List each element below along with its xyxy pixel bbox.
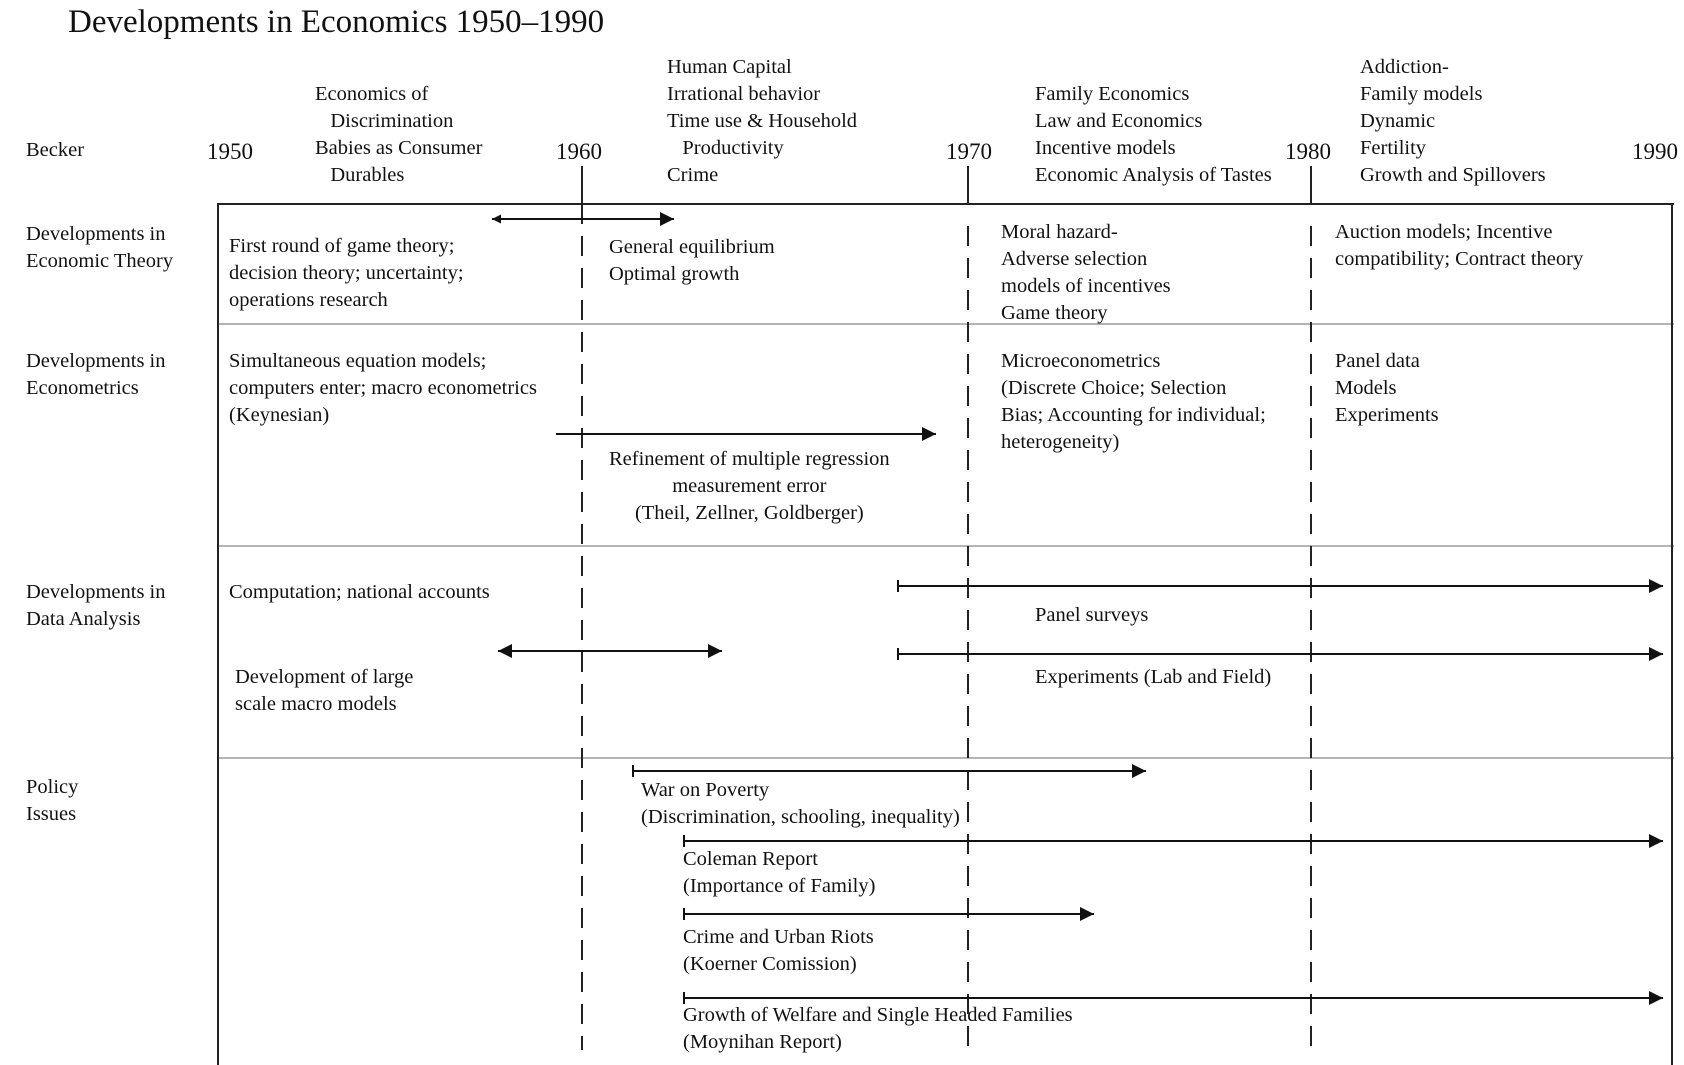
diagram-title: Developments in Economics 1950–1990 — [68, 4, 605, 40]
theory-auction-models: Auction models; Incentive compatibility; Contract theory — [1335, 221, 1584, 270]
row-label-data-analysis: Developments in Data Analysis — [26, 581, 166, 630]
theory-moral-hazard: Moral hazard- Adverse selection models of incentives Game theory — [1001, 221, 1171, 324]
year-label-1970: 1970 — [946, 139, 992, 164]
becker-1980s-topics: Addiction- Family models Dynamic Fertility Growth and Spillovers — [1360, 56, 1546, 186]
policy-war-on-poverty: War on Poverty (Discrimination, schooling, inequality) — [641, 779, 960, 828]
econometrics-panel-data: Panel data Models Experiments — [1335, 350, 1439, 426]
year-label-1960: 1960 — [556, 139, 602, 164]
theory-general-equilibrium: General equilibrium Optimal growth — [609, 236, 775, 285]
becker-1960s-topics: Human Capital Irrational behavior Time use & Household Productivity Crime — [667, 56, 858, 186]
row-label-becker: Becker — [26, 139, 85, 161]
data-panel-surveys: Panel surveys — [1035, 604, 1149, 626]
data-computation: Computation; national accounts — [229, 581, 490, 603]
year-label-1990: 1990 — [1632, 139, 1678, 164]
becker-1950s-topics: Economics of Discrimination Babies as Consumer Durables — [315, 83, 483, 186]
theory-game-decision: First round of game theory; decision theory; uncertainty; operations research — [229, 235, 464, 311]
year-label-1980: 1980 — [1285, 139, 1331, 164]
year-label-1950: 1950 — [207, 139, 253, 164]
row-label-econometrics: Developments in Econometrics — [26, 350, 166, 399]
becker-1970s-topics: Family Economics Law and Economics Incentive models Economic Analysis of Tastes — [1035, 83, 1272, 186]
policy-crime-urban-riots: Crime and Urban Riots (Koerner Comission) — [683, 926, 874, 975]
data-experiments: Experiments (Lab and Field) — [1035, 666, 1272, 688]
data-macro-models: Development of large scale macro models — [235, 666, 414, 715]
row-label-economic-theory: Developments in Economic Theory — [26, 223, 174, 272]
econometrics-simultaneous-equations: Simultaneous equation models; computers enter; macro econometrics (Keynesian) — [229, 350, 537, 426]
econometrics-microeconometrics: Microeconometrics (Discrete Choice; Selection Bias; Accounting for individual; heterogeneity) — [1001, 350, 1266, 453]
econometrics-multiple-regression: Refinement of multiple regression measurement error (Theil, Zellner, Goldberger) — [609, 448, 890, 524]
policy-coleman-report: Coleman Report (Importance of Family) — [683, 848, 876, 897]
policy-welfare-single-headed: Growth of Welfare and Single Headed Families (Moynihan Report) — [683, 1004, 1073, 1053]
row-label-policy-issues: Policy Issues — [26, 776, 79, 825]
